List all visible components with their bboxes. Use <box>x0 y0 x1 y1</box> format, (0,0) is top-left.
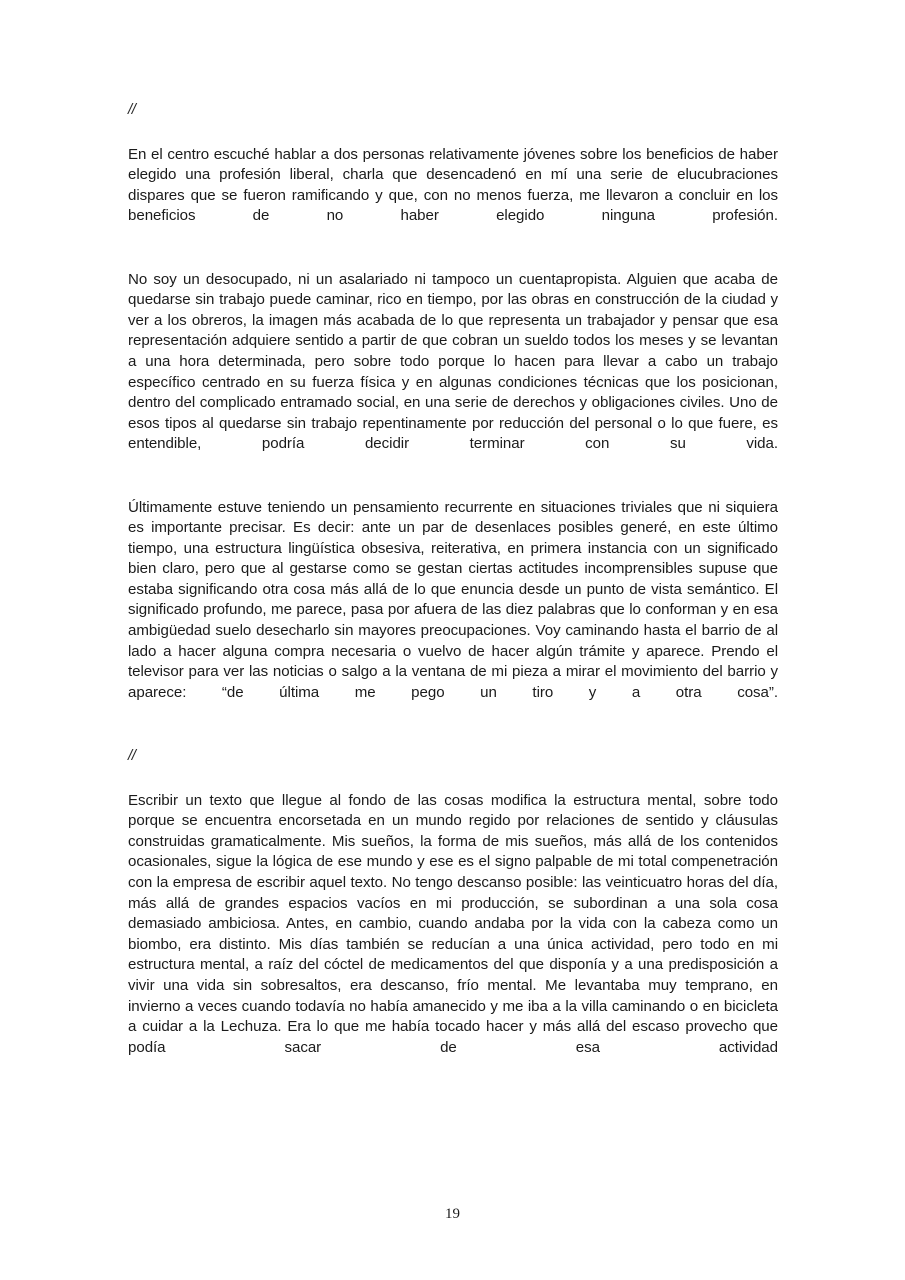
section-separator-middle: // <box>128 747 136 765</box>
paragraph-4: Escribir un texto que llegue al fondo de las cosas modifica la estructura mental, sobre todo porque se encuentra encorsetada en un mundo regido por relaciones de sentido y cláusulas construidas gramaticalmente. Mis sueños, la forma de mis sueños, más allá de los contenidos ocasionales, sigue la lógica de ese mundo y ese es el signo palpable de mi total compenetración con la empresa de escribir aquel texto. No tengo descanso posible: las veinticuatro horas del día, más allá de grandes espacios vacíos en mi producción, se subordinan a una sola cosa demasiado ambiciosa. Antes, en cambio, cuando andaba por la vida con la cabeza como un biombo, era distinto. Mis días también se reducían a una única actividad, pero todo en mi estructura mental, a raíz del cóctel de medicamentos del que disponía y a una predisposición a vivir una vida sin sobresaltos, era descanso, frío mental. Me levantaba muy temprano, en invierno a veces cuando todavía no había amanecido y me iba a la villa caminando o en bicicleta a cuidar a la Lechuza. Era lo que me había tocado hacer y más allá del escaso provecho que podía sacar de esa actividad <box>128 791 778 1056</box>
paragraph-1: En el centro escuché hablar a dos personas relativamente jóvenes sobre los beneficios de haber elegido una profesión liberal, charla que desencadenó en mí una serie de elucubraciones dispares que se fueron ramificando y que, con no menos fuerza, me llevaron a concluir en los beneficios de no haber elegido ninguna profesión. <box>128 145 778 225</box>
text-column <box>128 100 778 1091</box>
section-separator-top: // <box>128 101 136 118</box>
paragraph-3: Últimamente estuve teniendo un pensamiento recurrente en situaciones triviales que ni siquiera es importante precisar. Es decir: ante un par de desenlaces posibles generé, en este último tiempo, una estructura lingüística obsesiva, reiterativa, en primera instancia con un significado bien claro, pero que al gestarse como se gestan ciertas actitudes incomprensibles supuse que estaba significando otra cosa más allá de lo que enuncia desde un punto de vista semántico. El significado profundo, me parece, pasa por afuera de las diez palabras que lo conforman y en esa ambigüedad suelo desecharlo sin mayores preocupaciones. Voy caminando hasta el barrio de al lado a hacer alguna compra necesaria o vuelvo de hacer algún trámite y aparece. Prendo el televisor para ver las noticias o salgo a la ventana de mi pieza a mirar el movimiento del barrio y aparece: “de última me pego un tiro y a otra cosa”. <box>128 498 778 701</box>
page-number: 19 <box>445 1206 460 1222</box>
paragraph-2: No soy un desocupado, ni un asalariado ni tampoco un cuentapropista. Alguien que acaba de quedarse sin trabajo puede caminar, rico en tiempo, por las obras en construcción de la ciudad y ver a los obreros, la imagen más acabada de lo que representa un trabajador y pensar que esa representación adquiere sentido a partir de que cobran un sueldo todos los meses y se levantan a una hora determinada, pero sobre todo porque lo hacen para llevar a cabo un trabajo específico centrado en su fuerza física y en algunas condiciones técnicas que los posicionan, dentro del complicado entramado social, en una serie de derechos y obligaciones civiles. Uno de esos tipos al quedarse sin trabajo repentinamente por reducción del personal o lo que fuere, es entendible, podría decidir terminar con su vida. <box>128 270 778 453</box>
